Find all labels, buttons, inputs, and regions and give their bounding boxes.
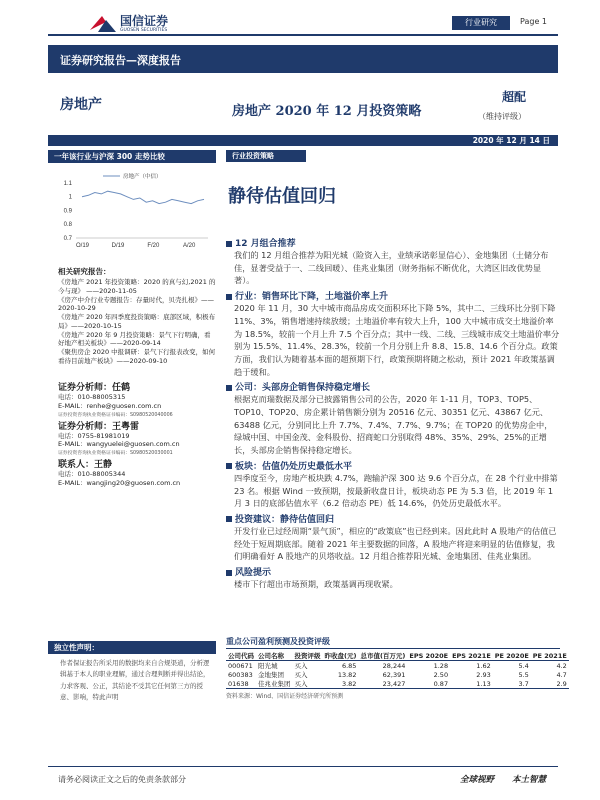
table-row	[226, 679, 569, 689]
section-body: 四季度至今，房地产板块跌 4.7%，跑输沪深 300 达 9.6 个百分点，在 28 个行业中排第 23 名。根据 Wind 一致预期，按最新收盘日计，板块动态 PE 为 5.3 倍，比 2019 年 1 月 3 日的底部估值水平（6.2 倍动态 PE）低 14.6%，仍处历史最低水平。	[234, 472, 558, 509]
bullet-icon	[226, 385, 232, 391]
report-title: 房地产 2020 年 12 月投资策略	[232, 104, 422, 119]
section-title: 公司：头部房企销售保持稳定增长	[226, 380, 560, 393]
bullet-icon	[226, 516, 232, 522]
cell: 买入	[294, 662, 308, 670]
analyst-name: 证券分析师：任鹤	[58, 383, 131, 393]
y-tick-label: 0.7	[63, 236, 72, 242]
independence-bar	[48, 641, 216, 654]
section-title: 12 月组合推荐	[226, 236, 560, 249]
cell: 01638	[228, 679, 249, 688]
y-tick-label: 1.1	[63, 180, 72, 187]
col-eps20: EPS 2020E	[409, 651, 449, 660]
footer-disclaimer: 请务必阅读正文之后的免责条款部分	[58, 775, 186, 784]
cell: 000671	[228, 661, 253, 670]
y-tick-label: 0.9	[63, 208, 72, 215]
section-label: 行业投资策略	[226, 150, 306, 162]
independence-title: 独立性声明：	[54, 643, 99, 652]
related-item: 《房地产 2020 年 9 月投资策略：景气下行明确，看好地产相关板块》——2020-09-14	[58, 330, 211, 348]
section-body: 楼市下行超出市场预期，政策基调再现收紧。	[234, 579, 398, 590]
related-research	[58, 266, 216, 366]
cell: 买入	[294, 680, 308, 688]
cell: 62,391	[382, 670, 406, 679]
section-body: 我们的 12 月组合推荐为阳光城（险资入主，业绩承诺彰显信心）、金地集团（土储分布佳，显著受益于一、二线回暖）、佳兆业集团（财务指标不断优化，大湾区旧改优势显著）。	[234, 250, 549, 286]
contact-email: E-MAIL：wangjing20@guosen.com.cn	[58, 478, 181, 487]
section-title: 投资建议：静待估值回归	[226, 512, 560, 525]
bullet-icon	[226, 463, 232, 469]
footer-slogan-1: 全球视野	[460, 775, 495, 785]
contact-phone: 电话：010-88005344	[58, 470, 126, 479]
cell: 金地集团	[258, 671, 284, 679]
analyst-license: 证券投资咨询执业资格证书编码：S0980520040006	[58, 412, 173, 418]
main-body	[226, 236, 560, 591]
logo-text: 国信证券	[120, 14, 169, 28]
col-pe21: PE 2021E	[532, 651, 567, 660]
bullet-icon	[226, 294, 232, 300]
analyst-phone: 电话：010-88005315	[58, 393, 126, 401]
col-mcap: 总市值(百万元)	[360, 652, 406, 660]
footer-slogan-2: 本土智慧	[512, 775, 547, 785]
analyst-license: 证券投资咨询执业资格证书编码：S0980520030001	[58, 451, 173, 457]
section-body: 根据克而瑞数据及部分已披露销售公司的公告，2020 年 1-11 月，TOP3、TOP5、TOP10、TOP20、房企累计销售额分别为 20516 亿元、30351 亿元、43867 亿元、63488 亿元，分别同比上升 7.7%、7.4%、7.7%、9.7%；在 TOP20 的优势房企中，绿城中国、中国金茂、金科股份、招商蛇口分别取得 48%、35%、29%、25%的正增长，头部房企销售保持稳定增长。	[234, 394, 553, 456]
tag-industry-research: 行业研究	[452, 16, 510, 30]
col-rating: 投资评级	[294, 652, 321, 660]
cell: 3.7	[518, 679, 529, 688]
industry-label: 房地产	[60, 97, 102, 113]
cell: 600383	[228, 670, 253, 679]
related-item: 《聚焦房企 2020 中报调研：景气下行报表改变，如何看待目前地产板块》——2020-09-10	[58, 348, 216, 365]
section-body: 开发行业已过经周期“景气顶”，相应的“政策底”也已经到来。因此此时 A 股地产的估值已经处于短周期底部。随着 2021 年主要数据的回落，A 股地产将迎来明显的估值修复，我们明确看好 A 股地产的贝塔收益。12 月组合推荐阳光城、金地集团、佳兆业集团。	[234, 525, 557, 562]
footer-rule	[48, 766, 558, 767]
cell: 2.9	[556, 679, 567, 688]
cell: 4.2	[556, 661, 567, 670]
cell: 2.93	[476, 670, 491, 679]
header-logo	[90, 10, 200, 36]
bullet-icon	[226, 570, 232, 576]
cell: 1.28	[433, 661, 449, 670]
table-row	[226, 670, 569, 679]
table-row	[226, 661, 569, 671]
section-body: 2020 年 11 月，30 大中城市商品房成交面积环比下降 5%，其中二、三线环比分别下降 11%、3%，销售增速持续放缓；土地溢价率有较大上升，100 大中城市成交土地溢价率为 18.5%，较前一个月上升 7.5 个百分点；其中一线、二线、三线城市成交土地溢价率分别为 15.5%、11.4%、28.3%，较前一个月分别上升 8.8、15.8、14.6 个百分点。政策方面，我们认为随着基本面的超预期下行，政策预期将随之松动，预计 2021 年政策基调趋于缓和。	[234, 303, 560, 377]
col-name: 公司名称	[258, 652, 284, 660]
analyst-phone: 电话：0755-81981019	[58, 431, 130, 440]
cell: 28,244	[382, 661, 406, 670]
cell: 4.7	[556, 670, 567, 679]
date-bar	[48, 135, 558, 146]
analyst-email: E-MAIL：renhe@guosen.com.cn	[58, 401, 162, 410]
table-source: 资料来源：Wind、国信证券经济研究所预测	[226, 693, 344, 700]
related-title: 相关研究报告：	[58, 267, 111, 276]
cell: 1.13	[476, 679, 491, 688]
cell: 13.82	[337, 670, 357, 679]
cell: 1.62	[476, 661, 491, 670]
series-line	[82, 191, 204, 203]
perf-line-chart	[48, 166, 216, 258]
col-eps21: EPS 2021E	[452, 651, 491, 660]
guosen-logo-icon	[90, 12, 116, 34]
header-rule	[48, 34, 558, 36]
related-item: 《房产中介行业专题报告：存量时代，贝壳扎根》——2020-10-29	[58, 295, 214, 313]
cell: 阳光城	[258, 662, 278, 670]
cell: 6.85	[341, 661, 357, 670]
forecast-table	[226, 651, 569, 689]
section-title: 行业：销售环比下降，土地溢价率上升	[226, 289, 560, 302]
cell: 2.50	[433, 670, 449, 679]
x-tick-label: D/19	[111, 243, 125, 249]
col-pe20: PE 2020E	[494, 651, 529, 660]
cell: 5.5	[518, 670, 529, 679]
analyst-info	[58, 380, 218, 488]
rating: 超配	[502, 90, 527, 104]
y-tick-label: 0.8	[63, 222, 72, 229]
cell: 5.4	[518, 661, 529, 670]
cell: 买入	[294, 671, 308, 679]
section-title: 风险提示	[226, 565, 560, 578]
report-type: 证券研究报告—深度报告	[60, 54, 181, 67]
col-close: 昨收盘(元)	[324, 652, 357, 660]
table-title: 重点公司盈利预测及投资评级	[226, 636, 560, 649]
report-type-bar	[48, 45, 558, 73]
independence-text: 作者保证报告所采用的数据均来自合规渠道，分析逻辑基于本人的职业理解，通过合理判断并得出结论，力求客观、公正，其结论不受其它任何第三方的授意、影响，特此声明	[60, 659, 210, 702]
forecast-table-block	[226, 636, 567, 700]
page-number: Page 1	[520, 17, 547, 26]
bullet-icon	[226, 241, 232, 247]
logo-en: GUOSEN SECURITIES	[120, 28, 168, 33]
cell: 23,427	[382, 679, 406, 688]
cell: 3.82	[341, 679, 357, 688]
legend-label: 房地产（中信）	[123, 174, 162, 180]
col-code: 公司代码	[228, 652, 254, 660]
report-date: 2020 年 12 月 14 日	[472, 136, 550, 145]
rating-note: （维持评级）	[478, 112, 526, 121]
headline: 静待估值回归	[228, 186, 336, 207]
perf-title-bar	[48, 150, 216, 163]
section-title: 板块：估值仍处历史最低水平	[226, 459, 560, 472]
analyst-email: E-MAIL：wangyuelei@guosen.com.cn	[58, 440, 180, 449]
x-tick-label: O/19	[76, 243, 90, 249]
y-tick-label: 1	[68, 194, 72, 201]
contact-name: 联系人：王静	[58, 460, 113, 471]
x-tick-label: F/20	[147, 243, 160, 249]
cell: 0.87	[433, 679, 449, 688]
perf-title: 一年该行业与沪深 300 走势比较	[54, 152, 165, 161]
analyst-name: 证券分析师：王粤雷	[58, 421, 140, 432]
perf-chart	[48, 166, 216, 258]
cell: 佳兆业集团	[258, 680, 291, 688]
x-tick-label: A/20	[183, 243, 196, 249]
related-item: 《房地产 2020 年四季度投资策略：底部区域，积极布局》——2020-10-15	[58, 313, 216, 330]
related-item: 《房地产 2021 年投资策略：2020 的真与幻,2021 的今与现》 ——2020-11-05	[58, 278, 216, 295]
